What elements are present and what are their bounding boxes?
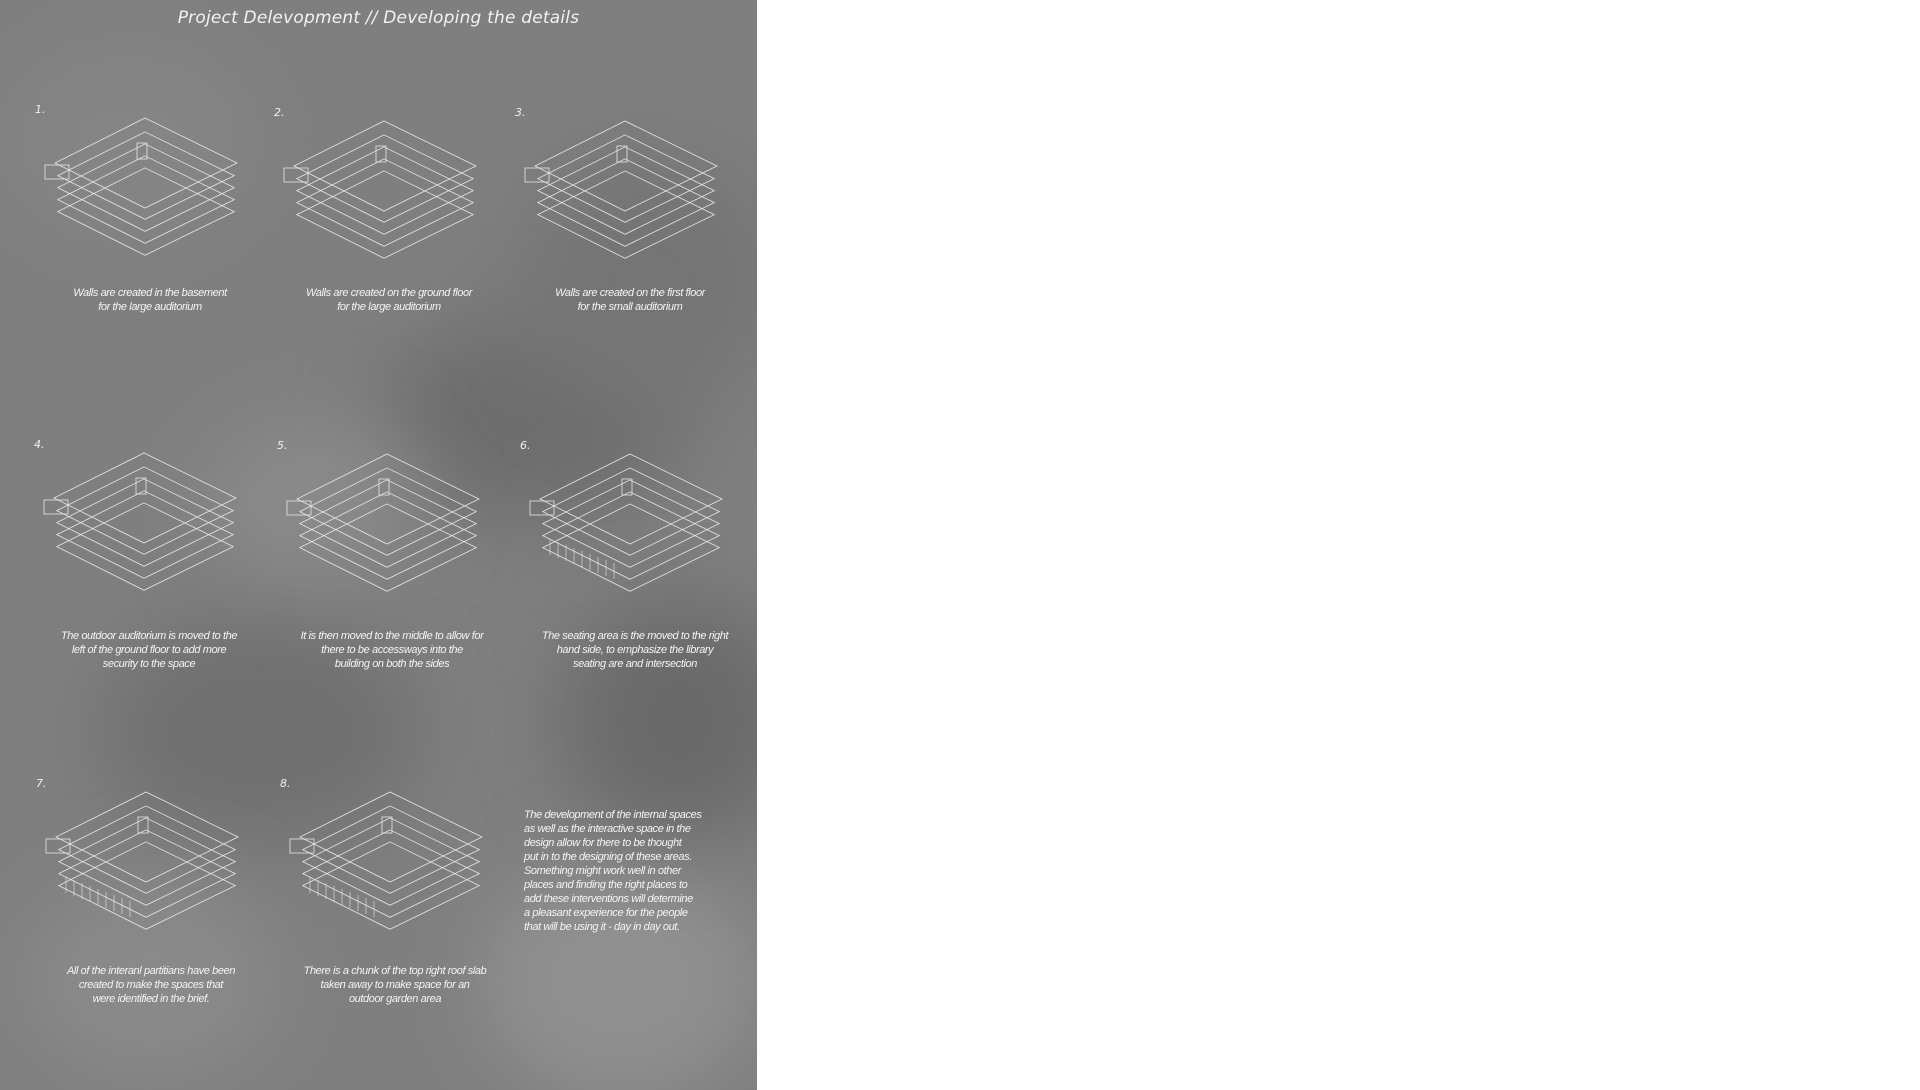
axonometric-diagram	[36, 777, 266, 957]
floor-slab	[543, 504, 720, 591]
floor-slab	[538, 135, 715, 222]
panel-number: 7.	[36, 777, 47, 790]
page-title: Project Delevopment // Developing the details	[177, 8, 580, 28]
axonometric-diagram	[34, 438, 264, 618]
panel-caption: The outdoor auditorium is moved to the left of the ground floor to add more security to the space	[60, 630, 238, 670]
floor-slab	[57, 491, 234, 578]
panel-number: 1.	[35, 103, 46, 116]
floor-slab	[538, 147, 715, 234]
summary-text: The development of the internal spaces as well as the interactive space in the design allow for there to be thought put in to the designing of these areas. Something might work well in other places and finding the right places to add these interventions will determine a pleasant experience for the people that will be using it - day in day out.	[524, 809, 702, 933]
floor-slab	[543, 492, 720, 579]
presentation-sheet	[0, 0, 757, 1090]
floor-slab	[300, 480, 477, 567]
floor-slab	[538, 159, 715, 246]
floor-slab	[543, 480, 720, 567]
floor-slab	[59, 830, 236, 917]
panel-number: 6.	[520, 439, 531, 452]
floor-slab	[58, 168, 235, 255]
panel-caption: Walls are created on the ground floor for the large auditorium	[306, 287, 472, 313]
floor-slab	[543, 468, 720, 555]
panel-caption: It is then moved to the middle to allow for there to be accessways into the building on both the sides	[300, 630, 484, 670]
floor-slab	[300, 504, 477, 591]
panel-number: 4.	[34, 438, 45, 451]
floor-slab	[58, 144, 235, 231]
floor-slab	[297, 147, 474, 234]
floor-slab	[57, 503, 234, 590]
axonometric-diagram	[520, 439, 750, 619]
floor-slab	[57, 479, 234, 566]
axonometric-diagram	[35, 103, 265, 283]
floor-slab	[303, 830, 480, 917]
axonometric-diagram	[274, 106, 504, 286]
floor-slab	[59, 818, 236, 905]
floor-slab	[59, 842, 236, 929]
panel-number: 8.	[280, 777, 291, 790]
panel-caption: Walls are created in the basement for the large auditorium	[73, 287, 227, 313]
panel-caption: Walls are created on the first floor for the small auditorium	[555, 287, 705, 313]
axonometric-diagram	[515, 106, 745, 286]
floor-slab	[303, 806, 480, 893]
floor-slab	[300, 468, 477, 555]
floor-slab	[297, 135, 474, 222]
panel-caption: The seating area is the moved to the right hand side, to emphasize the library seating are and intersection	[541, 630, 729, 670]
floor-slab	[303, 818, 480, 905]
panel-caption: All of the interanl partitians have been created to make the spaces that were identified in the brief.	[66, 965, 236, 1005]
floor-slab	[58, 156, 235, 243]
floor-slab	[58, 132, 235, 219]
floor-slab	[300, 492, 477, 579]
panel-caption: There is a chunk of the top right roof slab taken away to make space for an outdoor garden area	[303, 965, 487, 1005]
axonometric-diagram	[277, 439, 507, 619]
axonometric-diagram	[280, 777, 510, 957]
floor-slab	[538, 171, 715, 258]
panel-number: 2.	[274, 106, 285, 119]
floor-slab	[303, 842, 480, 929]
floor-slab	[57, 467, 234, 554]
panel-number: 5.	[277, 439, 288, 452]
floor-slab	[59, 806, 236, 893]
panel-number: 3.	[515, 106, 526, 119]
floor-slab	[297, 159, 474, 246]
floor-slab	[297, 171, 474, 258]
